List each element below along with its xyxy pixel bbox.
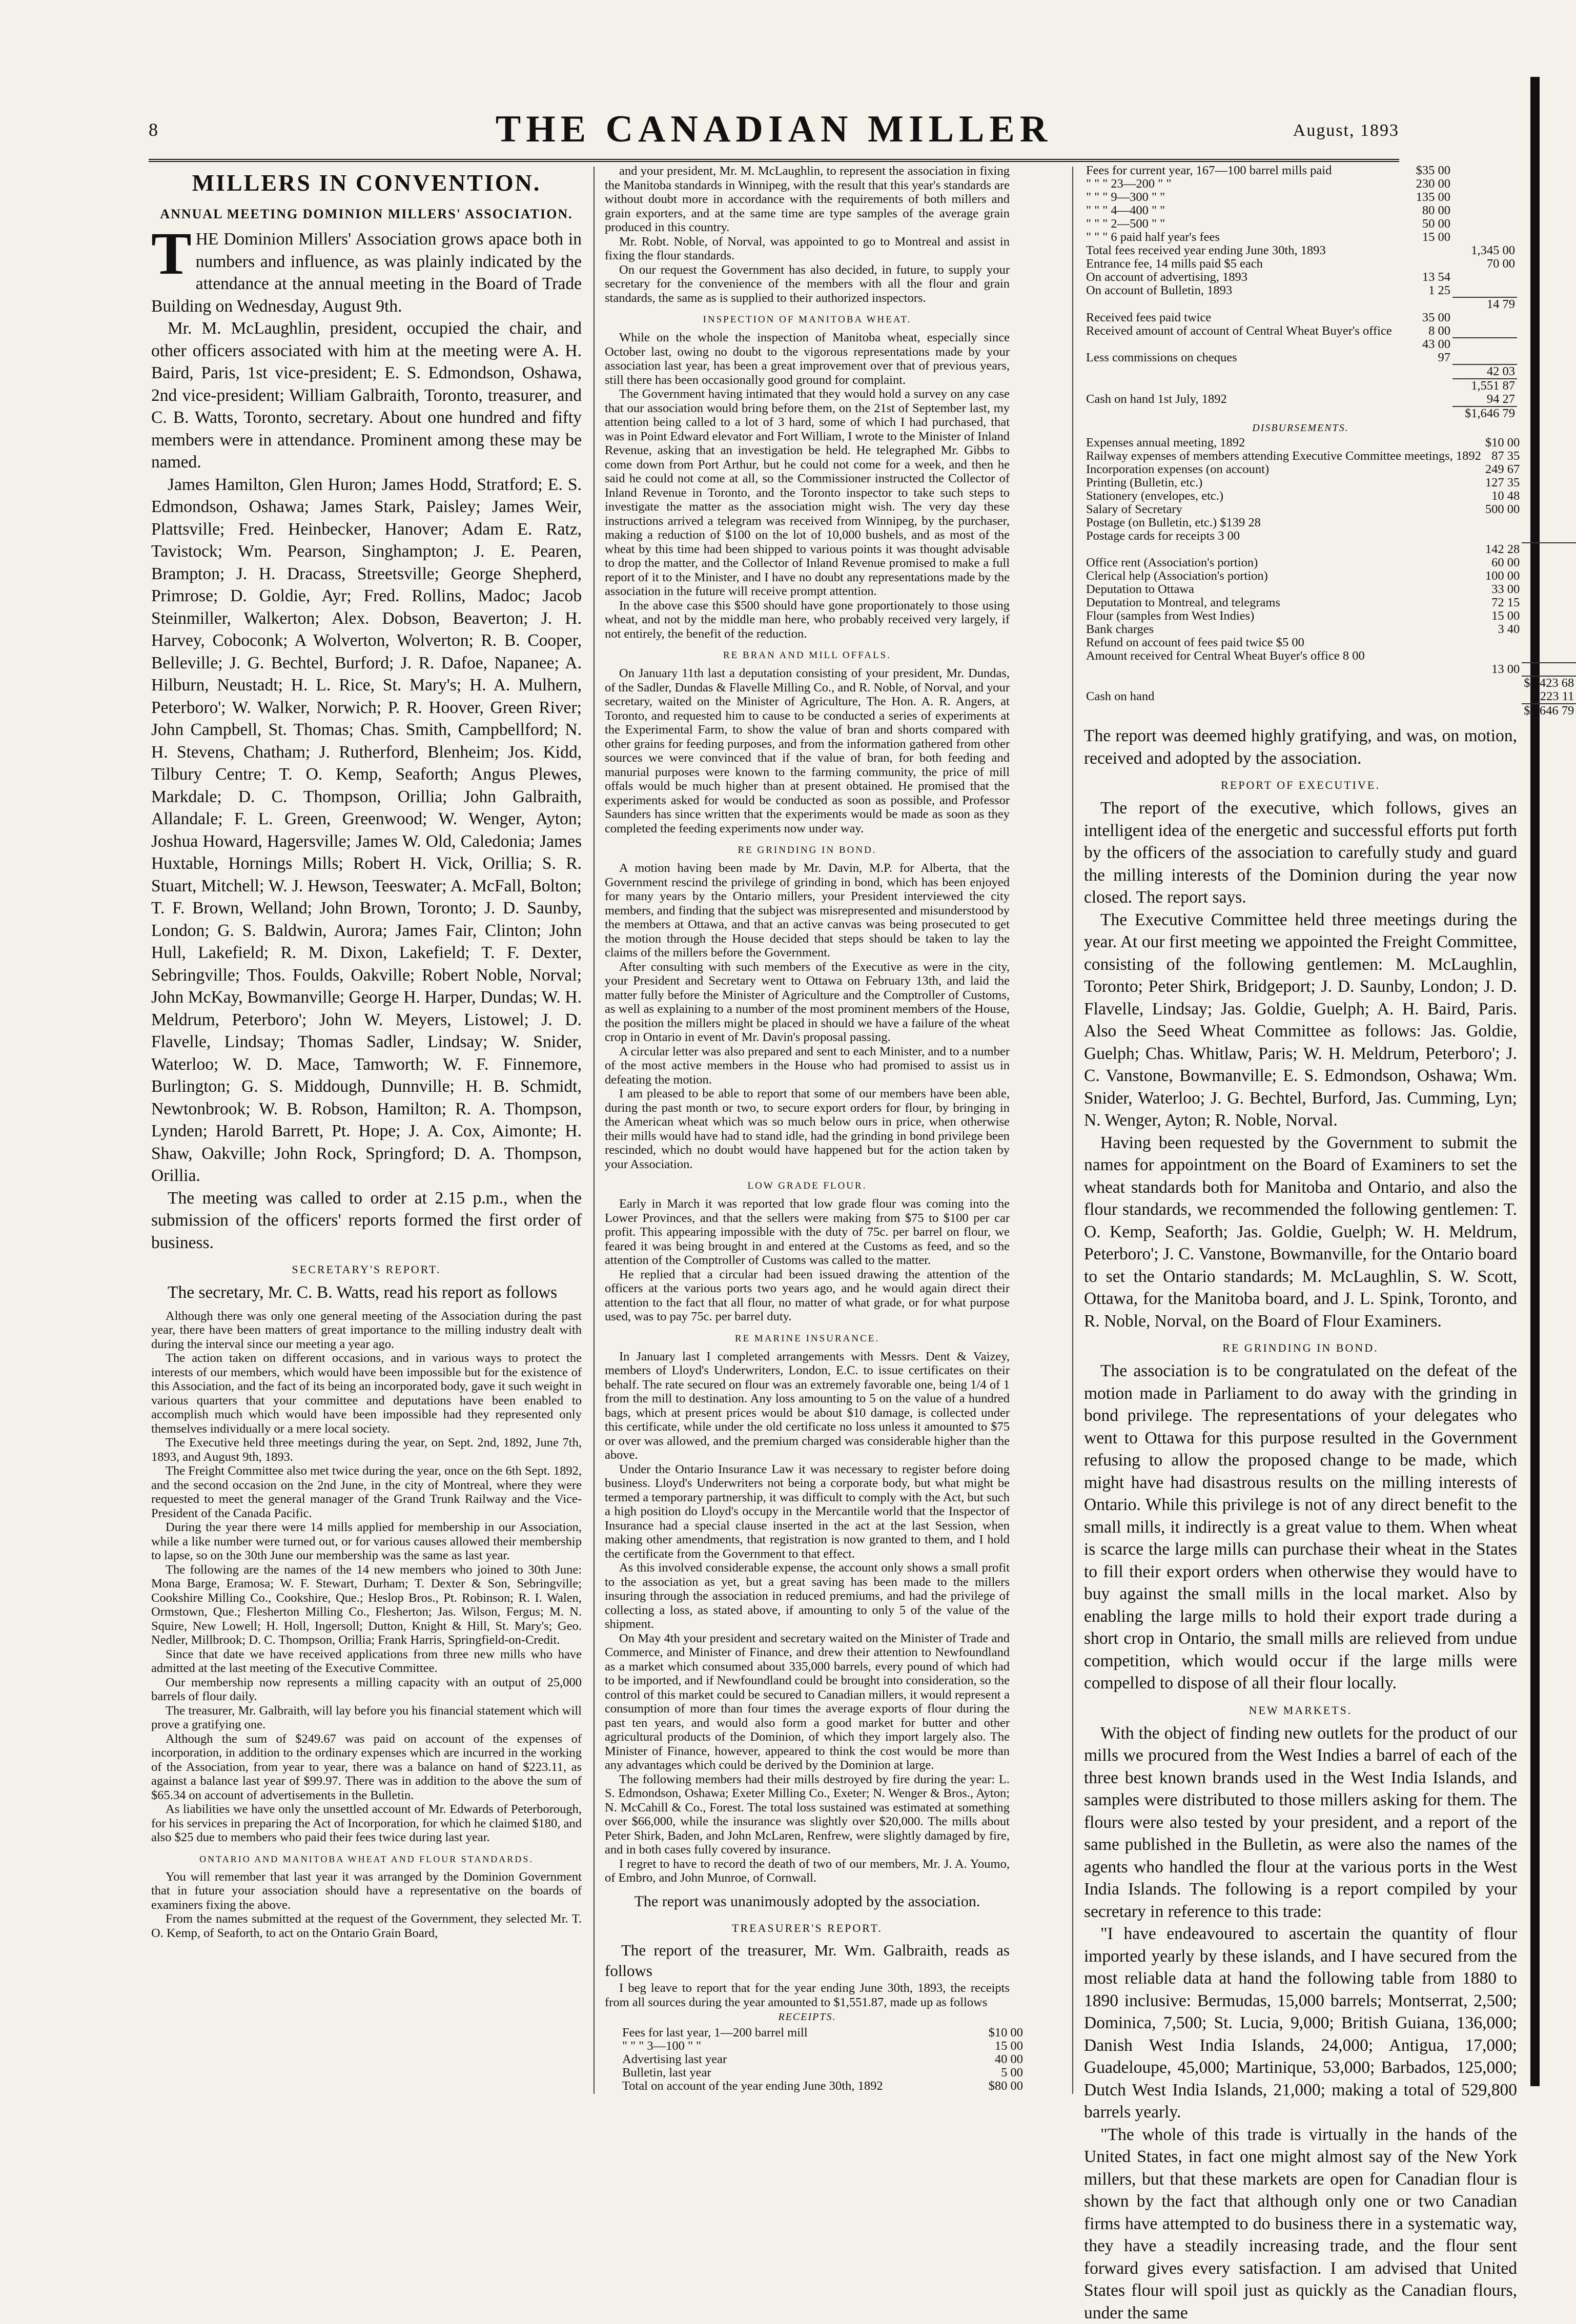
ledger-label <box>1084 406 1394 420</box>
bran-heading: RE BRAN AND MILL OFFALS. <box>605 650 1010 661</box>
ledger-row <box>1084 324 1517 338</box>
ledger-row <box>1084 556 1576 569</box>
ledger-label: Printing (Bulletin, etc.) <box>1084 476 1483 490</box>
standards-continued <box>605 164 1010 305</box>
ledger-row <box>1084 244 1517 257</box>
ledger-label <box>1084 338 1394 351</box>
grinding-body <box>605 861 1010 1171</box>
ledger-label: Deputation to Ottawa <box>1084 583 1483 596</box>
ledger-total: 14 79 <box>1452 297 1517 311</box>
ledger-amount: 1 25 <box>1394 284 1452 297</box>
ledger-label: " " " 9—300 " " <box>1084 191 1394 204</box>
ledger-row <box>1084 649 1576 663</box>
ledger-total <box>1452 284 1517 297</box>
paragraph: A circular letter was also prepared and sent to each Minister, and to a number of the most active members in the House who had promised to assist us in defeating the motion. <box>605 1045 1010 1087</box>
paragraph: The report of the executive, which follows, gives an intelligent idea of the energetic and successful efforts put forth by the officers of the association to carefully study and guard the milling interests of the Dominion during the year now closed. The report says. <box>1084 797 1517 909</box>
ledger-row <box>620 2040 1025 2053</box>
paragraph: In January last I completed arrangements with Messrs. Dent & Vaizey, members of Lloyd's Underwriters, London, E.C. to issue certificates on their behalf. The rate secured on flour was an extremely favorable one, being 1/4 of 1 from the mill to destination. Any loss amounting to 5 on the value of a hundred bags, which at present prices would be about $10 damage, is collected under this certificate, while under the old certificate no loss unless it amounted to $75 or over was allowed, and the premium charged was considerable higher than the above. <box>605 1350 1010 1462</box>
ledger-row <box>1084 257 1517 271</box>
ledger-label: Total on account of the year ending June 30th, 1892 <box>620 2080 965 2093</box>
paragraph: On January 11th last a deputation consisting of your president, Mr. Dundas, of the Sadler, Dundas & Flavelle Milling Co., and R. Noble, of Norval, and your secretary, waited on the Minister of Agriculture, The Hon. A. R. Angers, at Toronto, and requested him to cause to be conducted a series of experiments at the Experimental Farm, to show the value of bran and shorts compared with other grains for feeding purposes, and from the information gathered from other sources we were convinced that if the value of bran, for both feeding and manurial purposes were known to the farming community, the price of mill offals would be much higher than at present obtained. He promised that the experiments asked for would be conducted as soon as possible, and Professor Saunders has since written that the experiments would be made as soon as they completed the feeding experiments now under way. <box>605 666 1010 835</box>
column-3 <box>1084 164 1517 2102</box>
paragraph: With the object of finding new outlets for the product of our mills we procured from the West Indies a barrel of each of the three best known brands used in the West India Islands, and samples were distributed to those millers asking for them. The flours were also tested by your president, and a report of the same published in the Bulletin, as were also the names of the agents who handled the flour at the various ports in the West India Islands. The following is a report compiled by your secretary in reference to this trade: <box>1084 1722 1517 1923</box>
ledger-label: Fees for last year, 1—200 barrel mill <box>620 2026 965 2040</box>
column-rule <box>1072 167 1073 2094</box>
ledger-amount: 97 <box>1394 351 1452 364</box>
ledger-amount <box>1483 649 1522 663</box>
ledger-row <box>620 2053 1025 2066</box>
ledger-row <box>1084 609 1576 623</box>
current-fees-table <box>1084 164 1517 420</box>
ledger-row <box>1084 406 1517 420</box>
ledger-amount: 3 40 <box>1483 623 1522 636</box>
ledger-total <box>1452 177 1517 191</box>
secretary-adopted: The report was unanimously adopted by the association. <box>605 1890 1010 1913</box>
ledger-label: Amount received for Central Wheat Buyer's office 8 00 <box>1084 649 1483 663</box>
ledger-amount <box>1483 676 1522 690</box>
ledger-total <box>1522 476 1576 490</box>
ledger-amount: $35 00 <box>1394 164 1452 177</box>
ledger-total <box>1522 543 1576 556</box>
bran-body <box>605 666 1010 835</box>
secretary-report-heading: SECRETARY'S REPORT. <box>151 1263 582 1276</box>
receipts-heading: RECEIPTS. <box>605 2011 1010 2023</box>
ledger-label <box>1084 297 1394 311</box>
masthead <box>149 108 1399 162</box>
ledger-label: Entrance fee, 14 mills paid $5 each <box>1084 257 1394 271</box>
ledger-row <box>1084 503 1576 516</box>
ledger-row <box>1084 596 1576 609</box>
ledger-amount <box>1483 704 1522 718</box>
ledger-label: Bulletin, last year <box>620 2066 965 2080</box>
ledger-amount <box>1394 244 1452 257</box>
ledger-label: " " " 3—100 " " <box>620 2040 965 2053</box>
intro-text: HE Dominion Millers' Association grows apace both in numbers and influence, as was plainly indicated by the attendance at the annual meeting in the Board of Trade Building on Wednesday, August 9th. <box>151 230 582 316</box>
treasurer-adopted: The report was deemed highly gratifying, and was, on motion, received and adopted by the association. <box>1084 725 1517 769</box>
ledger-amount: 100 00 <box>1483 569 1522 583</box>
intro-paragraph <box>151 228 582 317</box>
paragraph: A motion having been made by Mr. Davin, M.P. for Alberta, that the Government rescind the privilege of grinding in bond, which has been enjoyed for many years by the Ontario millers, your President interviewed the city members, and finding that the subject was misrepresented and misunderstood by the members at Ottawa, and that an active canvas was being prosecuted to get the motion through the House decided that steps should be taken to lay the claims of the millers before the Government. <box>605 861 1010 960</box>
ledger-row <box>1084 284 1517 297</box>
ledger-row <box>1084 231 1517 244</box>
paragraph: Mr. Robt. Noble, of Norval, was appointed to go to Montreal and assist in fixing the flour standards. <box>605 235 1010 263</box>
exec-grinding-body <box>1084 1360 1517 1695</box>
ledger-row <box>1084 204 1517 217</box>
ledger-row <box>1084 623 1576 636</box>
paragraph: As this involved considerable expense, the account only shows a small profit to the association as yet, but a great saving has been made to the millers insuring through the association in reduced premiums, and had the privilege of collecting a loss, as stated above, if amounting to only 5 of the value of the shipment. <box>605 1561 1010 1632</box>
paragraph: As liabilities we have only the unsettled account of Mr. Edwards of Peterborough, for his services in preparing the Act of Incorporation, for which he claimed $180, and also $25 due to members who paid their fees twice during last year. <box>151 1802 582 1845</box>
ledger-total <box>1452 271 1517 284</box>
ledger-row <box>620 2026 1025 2040</box>
ledger-label: Incorporation expenses (on account) <box>1084 463 1483 476</box>
ledger-total: $1,423 68 <box>1522 676 1576 690</box>
ledger-label <box>1084 543 1483 556</box>
ledger-label: Postage (on Bulletin, etc.) $139 28 <box>1084 516 1483 529</box>
paragraph: Our membership now represents a milling capacity with an output of 25,000 barrels of flour daily. <box>151 1676 582 1704</box>
paragraph: After consulting with such members of the Executive as were in the city, your President and Secretary went to Ottawa on February 13th, and laid the matter fully before the Minister of Agriculture and the Comptroller of Customs, as well as explaining to a number of the most prominent members of the House, the position the millers might be placed in should we have a failure of the wheat crop in Ontario in event of Mr. Davin's proposal passing. <box>605 960 1010 1045</box>
standards-heading: ONTARIO AND MANITOBA WHEAT AND FLOUR STANDARDS. <box>151 1854 582 1865</box>
ledger-total <box>1452 231 1517 244</box>
ledger-row <box>1084 311 1517 324</box>
ledger-total <box>1522 649 1576 663</box>
inspection-body <box>605 331 1010 641</box>
ledger-label: Flour (samples from West Indies) <box>1084 609 1483 623</box>
ledger-amount: 50 00 <box>1394 217 1452 231</box>
ledger-amount <box>1394 379 1452 393</box>
new-markets-body <box>1084 1722 1517 2324</box>
paragraph: Although there was only one general meeting of the Association during the past year, there have been matters of great importance to the milling industry dealt with during the interval since our meeting a year ago. <box>151 1309 582 1352</box>
ledger-amount: 8 00 <box>1394 324 1452 338</box>
ledger-total: $1,646 79 <box>1452 406 1517 420</box>
ledger-total <box>1522 596 1576 609</box>
ledger-row <box>1084 663 1576 676</box>
paragraph: You will remember that last year it was arranged by the Dominion Government that in future your association should have a representative on the boards of examiners fixing the above. <box>151 1870 582 1912</box>
ledger-label <box>1084 676 1483 690</box>
marine-heading: RE MARINE INSURANCE. <box>605 1333 1010 1344</box>
ledger-total <box>1522 569 1576 583</box>
ledger-row <box>1084 569 1576 583</box>
ledger-label: Deputation to Montreal, and telegrams <box>1084 596 1483 609</box>
ledger-row <box>1084 463 1576 476</box>
ledger-total <box>1452 351 1517 364</box>
ledger-amount: $10 00 <box>1483 436 1522 450</box>
marine-body <box>605 1350 1010 1885</box>
ledger-total <box>1452 338 1517 351</box>
ledger-row <box>1084 583 1576 596</box>
ledger-label: " " " 4—400 " " <box>1084 204 1394 217</box>
executive-body <box>1084 797 1517 1332</box>
ledger-amount <box>1394 364 1452 379</box>
paragraph: The association is to be congratulated on the defeat of the motion made in Parliament to do away with the grinding in bond privilege. The representations of your delegates who went to Ottawa for this purpose resulted in the Government refusing to allow the proposed change to be made, which might have had disastrous results on the milling interests of Ontario. While this privilege is not of any direct benefit to the small mills, it indirectly is a great value to them. When wheat is scarce the large mills can purchase their wheat in the States to fill their export orders when otherwise they would have to buy against the small mills in the local market. Also by enabling the large mills to hold their export trade during a short crop in Ontario, the small mills are relieved from undue competition, which would occur if the large mills were compelled to dispose of all their flour locally. <box>1084 1360 1517 1695</box>
ledger-row <box>1084 164 1517 177</box>
ledger-amount: 35 00 <box>1394 311 1452 324</box>
ledger-row <box>1084 529 1576 543</box>
article-headline: MILLERS IN CONVENTION. <box>151 169 582 196</box>
ledger-label <box>1084 663 1483 676</box>
ledger-amount <box>1394 297 1452 311</box>
ledger-row <box>1084 450 1576 463</box>
ledger-total: 94 27 <box>1452 393 1517 406</box>
standards-body <box>151 1870 582 1941</box>
grinding-heading: RE GRINDING IN BOND. <box>605 845 1010 856</box>
ledger-amount: 87 35 <box>1483 450 1522 463</box>
paragraph: The Freight Committee also met twice during the year, once on the 6th Sept. 1892, and the second occasion on the 2nd June, in the city of Montreal, where they were requested to meet the general manager of the Grand Trunk Railway and the Vice-President of the Canada Pacific. <box>151 1464 582 1520</box>
ledger-total <box>1522 636 1576 649</box>
paragraph: From the names submitted at the request of the Government, they selected Mr. T. O. Kemp, of Seaforth, to act on the Ontario Grain Board, <box>151 1912 582 1940</box>
ledger-amount: 135 00 <box>1394 191 1452 204</box>
ledger-row <box>1084 191 1517 204</box>
ledger-label: Cash on hand <box>1084 690 1483 704</box>
ledger-amount: 5 00 <box>965 2066 1025 2080</box>
column-rule <box>593 167 595 2094</box>
ledger-amount: 15 00 <box>1483 609 1522 623</box>
secretary-intro: The secretary, Mr. C. B. Watts, read his report as follows <box>151 1281 582 1304</box>
paragraph: On our request the Government has also decided, in future, to supply your secretary for the convenience of the members with all the flour and grain standards, the same as is supplied to their authorized inspectors. <box>605 263 1010 305</box>
page-edge-bar <box>1530 77 1540 2086</box>
ledger-label: Received amount of account of Central Wheat Buyer's office <box>1084 324 1394 338</box>
paragraph: Early in March it was reported that low grade flour was coming into the Lower Provinces, and that the sellers were making from $75 to $100 per car profit. This appearing impossible with the duty of 75c. per barrel on flour, we feared it was being brought in and entered at the Customs as feed, and so the attention of the Comptroller of Customs was called to the matter. <box>605 1197 1010 1268</box>
order-paragraph: The meeting was called to order at 2.15 p.m., when the submission of the officers' reports formed the first order of business. <box>151 1187 582 1254</box>
article-subhead: ANNUAL MEETING DOMINION MILLERS' ASSOCIATION. <box>151 207 582 222</box>
paragraph: The treasurer, Mr. Galbraith, will lay before you his financial statement which will prove a gratifying one. <box>151 1704 582 1732</box>
ledger-amount: 72 15 <box>1483 596 1522 609</box>
paragraph: "The whole of this trade is virtually in the hands of the United States, in fact one might almost say of the New York millers, but that these markets are open for Canadian flour is shown by the fact that although only one or two Canadian firms have attempted to do business there in a systematic way, they have a steadily increasing trade, and the flour sent forward gives every satisfaction. I am advised that United States flour will spoil just as quickly as the Canadian flours, under the same <box>1084 2124 1517 2324</box>
ledger-label: Advertising last year <box>620 2053 965 2066</box>
ledger-label: Refund on account of fees paid twice $5 00 <box>1084 636 1483 649</box>
ledger-label: " " " 23—200 " " <box>1084 177 1394 191</box>
ledger-row <box>1084 297 1517 311</box>
ledger-total <box>1522 503 1576 516</box>
newspaper-title: THE CANADIAN MILLER <box>149 108 1399 151</box>
ledger-total <box>1452 191 1517 204</box>
treasurer-lead: I beg leave to report that for the year ending June 30th, 1893, the receipts from all sources during the year amounted to $1,551.87, made up as follows <box>605 1981 1010 2009</box>
paragraph: Having been requested by the Government to submit the names for appointment on the Board of Examiners to set the wheat standards both for Manitoba and Ontario, and also the flour standards, we recommended the following gentlemen: T. O. Kemp, Seaforth; Jas. Goldie, Guelph; W. H. Meldrum, Peterboro'; J. C. Vanstone, Bowmanville, for the Ontario board to set the Ontario standards; M. McLaughlin, S. W. Scott, Ottawa, for the Manitoba board, and J. L. Spink, Toronto, and R. Noble, Norval, on the Board of Flour Examiners. <box>1084 1132 1517 1333</box>
paragraph: During the year there were 14 mills applied for membership in our Association, while a like number were turned out, or for various causes allowed their membership to lapse, so on the 30th June our membership was the same as last year. <box>151 1520 582 1563</box>
ledger-label: Postage cards for receipts 3 00 <box>1084 529 1483 543</box>
ledger-row <box>1084 217 1517 231</box>
paragraph: I am pleased to be able to report that some of our members have been able, during the past month or two, to secure export orders for flour, by bringing in the American wheat which was so much below ours in price, when otherwise their mills would have had to stand idle, had the grinding in bond privilege been rescinded, which no doubt would have happened but for the action taken by your Association. <box>605 1087 1010 1171</box>
paragraph: While on the whole the inspection of Manitoba wheat, especially since October last, owing no doubt to the vigorous representations made by your association last year, has been a great improvement over that of previous years, still there has been occasionally good ground for complaint. <box>605 331 1010 387</box>
ledger-amount: $80 00 <box>965 2080 1025 2093</box>
exec-grinding-heading: RE GRINDING IN BOND. <box>1084 1341 1517 1355</box>
ledger-row <box>1084 379 1517 393</box>
ledger-label: Cash on hand 1st July, 1892 <box>1084 393 1394 406</box>
ledger-label: Office rent (Association's portion) <box>1084 556 1483 569</box>
ledger-total <box>1452 311 1517 324</box>
ledger-row <box>620 2080 1025 2093</box>
ledger-amount: 500 00 <box>1483 503 1522 516</box>
ledger-amount: 80 00 <box>1394 204 1452 217</box>
ledger-total <box>1522 490 1576 503</box>
ledger-total <box>1522 583 1576 596</box>
ledger-label: Bank charges <box>1084 623 1483 636</box>
ledger-amount <box>1394 393 1452 406</box>
ledger-label <box>1084 704 1483 718</box>
ledger-total <box>1522 529 1576 543</box>
paragraph: The action taken on different occasions, and in various ways to protect the interests of our members, which would have been impossible but for the existence of this Association, and the fact of its being an incorporated body, gave it such weight in various quarters that your committee and deputations have been enabled to accomplish much which would have been impossible had they represented only themselves individually or a mere local society. <box>151 1351 582 1436</box>
paragraph: Since that date we have received applications from three new mills who have admitted at the last meeting of the Executive Committee. <box>151 1647 582 1676</box>
drop-cap: T <box>151 230 192 277</box>
ledger-row <box>1084 636 1576 649</box>
ledger-row <box>1084 704 1576 718</box>
ledger-total: 1,345 00 <box>1452 244 1517 257</box>
ledger-label: On account of Bulletin, 1893 <box>1084 284 1394 297</box>
executive-heading: REPORT OF EXECUTIVE. <box>1084 779 1517 792</box>
treasurer-heading: TREASURER'S REPORT. <box>605 1922 1010 1935</box>
ledger-amount <box>1394 257 1452 271</box>
ledger-label: Received fees paid twice <box>1084 311 1394 324</box>
ledger-row <box>1084 338 1517 351</box>
paragraph: I regret to have to record the death of two of our members, Mr. J. A. Youmo, of Embro, and John Munroe, of Cornwall. <box>605 1857 1010 1885</box>
ledger-row <box>1084 271 1517 284</box>
ledger-label: Railway expenses of members attending Executive Committee meetings, 1892 <box>1084 450 1483 463</box>
paragraph: The following members had their mills destroyed by fire during the year: L. S. Edmondson, Oshawa; Exeter Milling Co., Exeter; N. Wenger & Bros., Ayton; N. McCahill & Co., Forest. The total loss sustained was estimated at something over $66,000, while the insurance was slightly over $20,000. The mills about Peter Shirk, Baden, and John McLaren, Renfrew, were slightly damaged by fire, and in both cases fully covered by insurance. <box>605 1772 1010 1857</box>
paragraph: On May 4th your president and secretary waited on the Minister of Trade and Commerce, and Minister of Finance, and drew their attention to Newfoundland as a market which consumed about 335,000 barrels, every pound of which had to be imported, and if Newfoundland could be brought into consideration, so the control of this market could be secured to Canadian millers, it would represent a consumption of more than four times the average exports of flour during the past ten years, and would also form a good market for butter and other agricultural products of the Dominion, of which they import largely also. The Minister of Finance, however, appeared to think the cost would be more than any advantages which could be derived by the Dominion at large. <box>605 1632 1010 1772</box>
ledger-total: $1,646 79 <box>1522 704 1576 718</box>
disbursements-table <box>1084 436 1576 718</box>
ledger-amount: 33 00 <box>1483 583 1522 596</box>
new-markets-heading: NEW MARKETS. <box>1084 1704 1517 1717</box>
ledger-total: 42 03 <box>1452 364 1517 379</box>
ledger-total <box>1522 450 1576 463</box>
ledger-amount: 43 00 <box>1394 338 1452 351</box>
ledger-amount <box>1483 516 1522 529</box>
ledger-amount: 10 48 <box>1483 490 1522 503</box>
paragraph: The Government having intimated that they would hold a survey on any case that our association would bring before them, on the 21st of September last, my attention being called to a lot of 3 hard, some of which I had purchased, that was in Point Edward elevator and Fort William, I wrote to the Minister of Inland Revenue, asking that an investigation be held. He telegraphed Mr. Gibbs to come down from Port Arthur, but he could not come for a week, and then he said he could not come at all, so the Commissioner instructed the Collector of Inland Revenue in Toronto, and the Toronto inspector to take such steps to investigate the matter as the association might wish. The very day these instructions arrived a telegram was received from Winnipeg, by the purchaser, making a reduction of $100 on the lot of 10,000 bushels, and as most of the wheat by this time had been shipped to various points it was thought advisable to drop the matter, and the Collector of Inland Revenue promised to make a full report of it to the Minister, and I have no doubt any representations made by the association in the future will receive prompt attention. <box>605 387 1010 599</box>
paragraph: He replied that a circular had been issued drawing the attention of the officers at the various ports two years ago, and he would again direct their attention to the fact that all flour, no matter of what grade, or for what purpose used, was to pay 75c. per barrel duty. <box>605 1268 1010 1324</box>
paragraph: Although the sum of $249.67 was paid on account of the expenses of incorporation, in addition to the ordinary expenses which are incurred in the working of the Association, from year to year, there was a balance on hand of $223.11, as against a balance last year of $99.97. There was in addition to the above the sum of $65.34 on account of advertisements in the Bulletin. <box>151 1732 582 1803</box>
ledger-row <box>1084 516 1576 529</box>
ledger-label: On account of advertising, 1893 <box>1084 271 1394 284</box>
ledger-total: 223 11 <box>1522 690 1576 704</box>
ledger-amount: 249 67 <box>1483 463 1522 476</box>
ledger-row <box>1084 177 1517 191</box>
disbursements-heading: DISBURSEMENTS. <box>1084 422 1517 434</box>
ledger-row <box>1084 490 1576 503</box>
ledger-label: Clerical help (Association's portion) <box>1084 569 1483 583</box>
page-number: 8 <box>149 119 158 140</box>
ledger-amount: 15 00 <box>965 2040 1025 2053</box>
ledger-row <box>1084 690 1576 704</box>
ledger-total: 70 00 <box>1452 257 1517 271</box>
ledger-total <box>1452 324 1517 338</box>
paragraph: The Executive held three meetings during the year, on Sept. 2nd, 1892, June 7th, 1893, and August 9th, 1893. <box>151 1436 582 1464</box>
ledger-label: " " " 2—500 " " <box>1084 217 1394 231</box>
ledger-amount: 230 00 <box>1394 177 1452 191</box>
ledger-label: Expenses annual meeting, 1892 <box>1084 436 1483 450</box>
secretary-report-body <box>151 1309 582 1845</box>
inspection-heading: INSPECTION OF MANITOBA WHEAT. <box>605 314 1010 325</box>
paragraph: and your president, Mr. M. McLaughlin, to represent the association in fixing the Manitoba standards in Winnipeg, with the result that this year's standards are without doubt more in accordance with the requirements of both millers and grain exporters, and at the same time are type samples of the average grain produced in this country. <box>605 164 1010 235</box>
paragraph: In the above case this $500 should have gone proportionately to those using wheat, and not by the middle man here, who probably received very largely, if not entirely, the benefit of the reduction. <box>605 599 1010 641</box>
ledger-total <box>1522 623 1576 636</box>
ledger-label <box>1084 379 1394 393</box>
receipts-table <box>620 2026 1025 2093</box>
ledger-label: Total fees received year ending June 30th, 1893 <box>1084 244 1394 257</box>
ledger-total <box>1522 516 1576 529</box>
ledger-total <box>1522 609 1576 623</box>
ledger-row <box>1084 543 1576 556</box>
paragraph: "I have endeavoured to ascertain the quantity of flour imported yearly by these islands, and I have secured from the most reliable data at hand the following table from 1880 to 1890 inclusive: Bermudas, 15,000 barrels; Montserrat, 2,500; Dominica, 7,500; St. Lucia, 9,000; British Guiana, 136,000; Danish West India Islands, 24,000; Antigua, 17,000; Guadeloupe, 45,000; Martinique, 53,000; Barbados, 125,000; Dutch West India Islands, 21,000; making a total of 529,800 barrels yearly. <box>1084 1923 1517 2124</box>
column-1 <box>151 164 582 2102</box>
ledger-amount: 60 00 <box>1483 556 1522 569</box>
paragraph: Under the Ontario Insurance Law it was necessary to register before doing business. Lloyd's Underwriters not being a corporate body, but what might be termed a temporary partnership, it was difficult to comply with the Act, but such a high position do Lloyd's occupy in the Mercantile world that the Inspector of Insurance had a special clause inserted in the act at the last Session, when making other amendments, that registration is now granted to them, and I hold the certificate from the Government to that effect. <box>605 1462 1010 1561</box>
ledger-row <box>1084 364 1517 379</box>
ledger-total <box>1522 556 1576 569</box>
ledger-label: Less commissions on cheques <box>1084 351 1394 364</box>
ledger-row <box>1084 436 1576 450</box>
ledger-amount: 142 28 <box>1483 543 1522 556</box>
ledger-total <box>1522 463 1576 476</box>
ledger-label: Fees for current year, 167—100 barrel mills paid <box>1084 164 1394 177</box>
treasurer-intro: The report of the treasurer, Mr. Wm. Galbraith, reads as follows <box>605 1940 1010 1981</box>
ledger-amount: $10 00 <box>965 2026 1025 2040</box>
ledger-amount <box>1483 636 1522 649</box>
paragraph: The following are the names of the 14 new members who joined to 30th June: Mona Barge, Eramosa; W. F. Stewart, Durham; T. Dexter & Son, Sebringville; Cookshire Milling Co., Cookshire, Que.; Heslop Bros., Pt. Robinson; R. I. Walen, Ormstown, Que.; Flesherton Milling Co., Flesherton; Jas. Wilson, Fergus; M. N. Squire, New Lowell; H. Holl, Ingersoll; Dutton, Knight & Hill, St. Mary's; Geo. Nedler, Millbrook; D. C. Thompson, Orillia; Frank Harris, Springfield-on-Credit. <box>151 1563 582 1647</box>
issue-date: August, 1893 <box>1293 121 1399 140</box>
ledger-amount <box>1394 406 1452 420</box>
ledger-amount <box>1483 690 1522 704</box>
ledger-row <box>1084 393 1517 406</box>
ledger-amount: 13 00 <box>1483 663 1522 676</box>
ledger-amount: 127 35 <box>1483 476 1522 490</box>
ledger-total <box>1522 436 1576 450</box>
ledger-row <box>620 2066 1025 2080</box>
ledger-amount <box>1483 529 1522 543</box>
ledger-amount: 40 00 <box>965 2053 1025 2066</box>
paragraph: The Executive Committee held three meetings during the year. At our first meeting we appointed the Freight Committee, consisting of the following gentlemen: M. McLaughlin, Toronto; Peter Shirk, Bridgeport; J. D. Saunby, London; J. D. Flavelle, Lindsay; Jas. Goldie, Guelph; A. H. Baird, Paris. Also the Seed Wheat Committee as follows: Jas. Goldie, Guelph; Chas. Whitlaw, Paris; W. H. Meldrum, Peterboro'; J. C. Vanstone, Bowmanville; E. S. Edmondson, Oshawa; Wm. Snider, Waterloo; J. G. Bechtel, Burford, Jas. Cumming, Lyn; N. Wenger, Ayton; R. Noble, Norval. <box>1084 909 1517 1132</box>
ledger-label: Stationery (envelopes, etc.) <box>1084 490 1483 503</box>
column-2 <box>605 164 1010 2102</box>
ledger-total <box>1452 204 1517 217</box>
ledger-total <box>1522 663 1576 676</box>
ledger-row <box>1084 476 1576 490</box>
ledger-total <box>1452 217 1517 231</box>
ledger-row <box>1084 676 1576 690</box>
ledger-amount: 13 54 <box>1394 271 1452 284</box>
ledger-total: 1,551 87 <box>1452 379 1517 393</box>
members-paragraph: James Hamilton, Glen Huron; James Hodd, Stratford; E. S. Edmondson, Oshawa; James Stark, Paisley; James Weir, Plattsville; Fred. Heinbecker, Hanover; Adam E. Ratz, Tavistock; Wm. Pearson, Singhampton; J. E. Pearen, Brampton; J. H. Dracass, Streetsville; George Shepherd, Primrose; D. Goldie, Ayr; Fred. Rollins, Madoc; Jacob Steinmiller, Walkerton; Alex. Dobson, Beaverton; J. H. Harvey, Coboconk; A Wolverton, Wolverton; R. B. Cooper, Belleville; J. G. Bechtel, Burford; J. R. Dafoe, Napanee; A. Hilburn, Neustadt; H. L. Rice, St. Mary's; H. A. Mulhern, Peterboro'; W. Walker, Norwich; P. R. Hoover, Green River; John Campbell, St. Thomas; Chas. Smith, Campbellford; N. H. Stevens, Chatham; J. Rutherford, Blenheim; Jos. Kidd, Tilbury Centre; T. O. Kemp, Seaforth; Angus Plewes, Markdale; D. C. Thompson, Orillia; John Galbraith, Allandale; F. L. Green, Greenwood; W. Wenger, Ayton; Joshua Howard, Hagersville; James W. Old, Caledonia; James Huxtable, Hornings Mills; Robert H. Vick, Orillia; S. R. Stuart, Mitchell; W. J. Hewson, Teeswater; A. McFall, Bolton; T. F. Brown, Welland; John Brown, Toronto; J. D. Saunby, London; G. S. Baldwin, Aurora; James Fair, Clinton; John Hull, Lakefield; R. M. Dixon, Lakefield; T. F. Dexter, Sebringville; Thos. Foulds, Oakville; Robert Noble, Norval; John McKay, Bowmanville; George H. Harper, Dundas; W. H. Meldrum, Peterboro'; John W. Meyers, Listowel; J. D. Flavelle, Lindsay; Thomas Sadler, Lindsay; W. Snider, Waterloo; W. D. Mace, Tamworth; W. F. Finnemore, Burlington; G. S. Middough, Dunnville; H. B. Schmidt, Newtonbrook; W. B. Robson, Hamilton; R. A. Thompson, Lynden; Harold Barrett, Pt. Hope; J. A. Cox, Aimonte; H. Shaw, Oakville; John Rock, Springford; D. A. Thompson, Orillia. <box>151 474 582 1187</box>
ledger-label: " " " 6 paid half year's fees <box>1084 231 1394 244</box>
low-grade-heading: LOW GRADE FLOUR. <box>605 1180 1010 1192</box>
ledger-label: Salary of Secretary <box>1084 503 1483 516</box>
officers-paragraph: Mr. M. McLaughlin, president, occupied the chair, and other officers associated with him at the meeting were A. H. Baird, Paris, 1st vice-president; E. S. Edmondson, Oshawa, 2nd vice-president; William Galbraith, Toronto, treasurer, and C. B. Watts, Toronto, secretary. About one hundred and fifty members were in attendance. Prominent among these may be named. <box>151 317 582 474</box>
low-grade-body <box>605 1197 1010 1324</box>
ledger-amount: 15 00 <box>1394 231 1452 244</box>
ledger-row <box>1084 351 1517 364</box>
ledger-total <box>1452 164 1517 177</box>
ledger-label <box>1084 364 1394 379</box>
